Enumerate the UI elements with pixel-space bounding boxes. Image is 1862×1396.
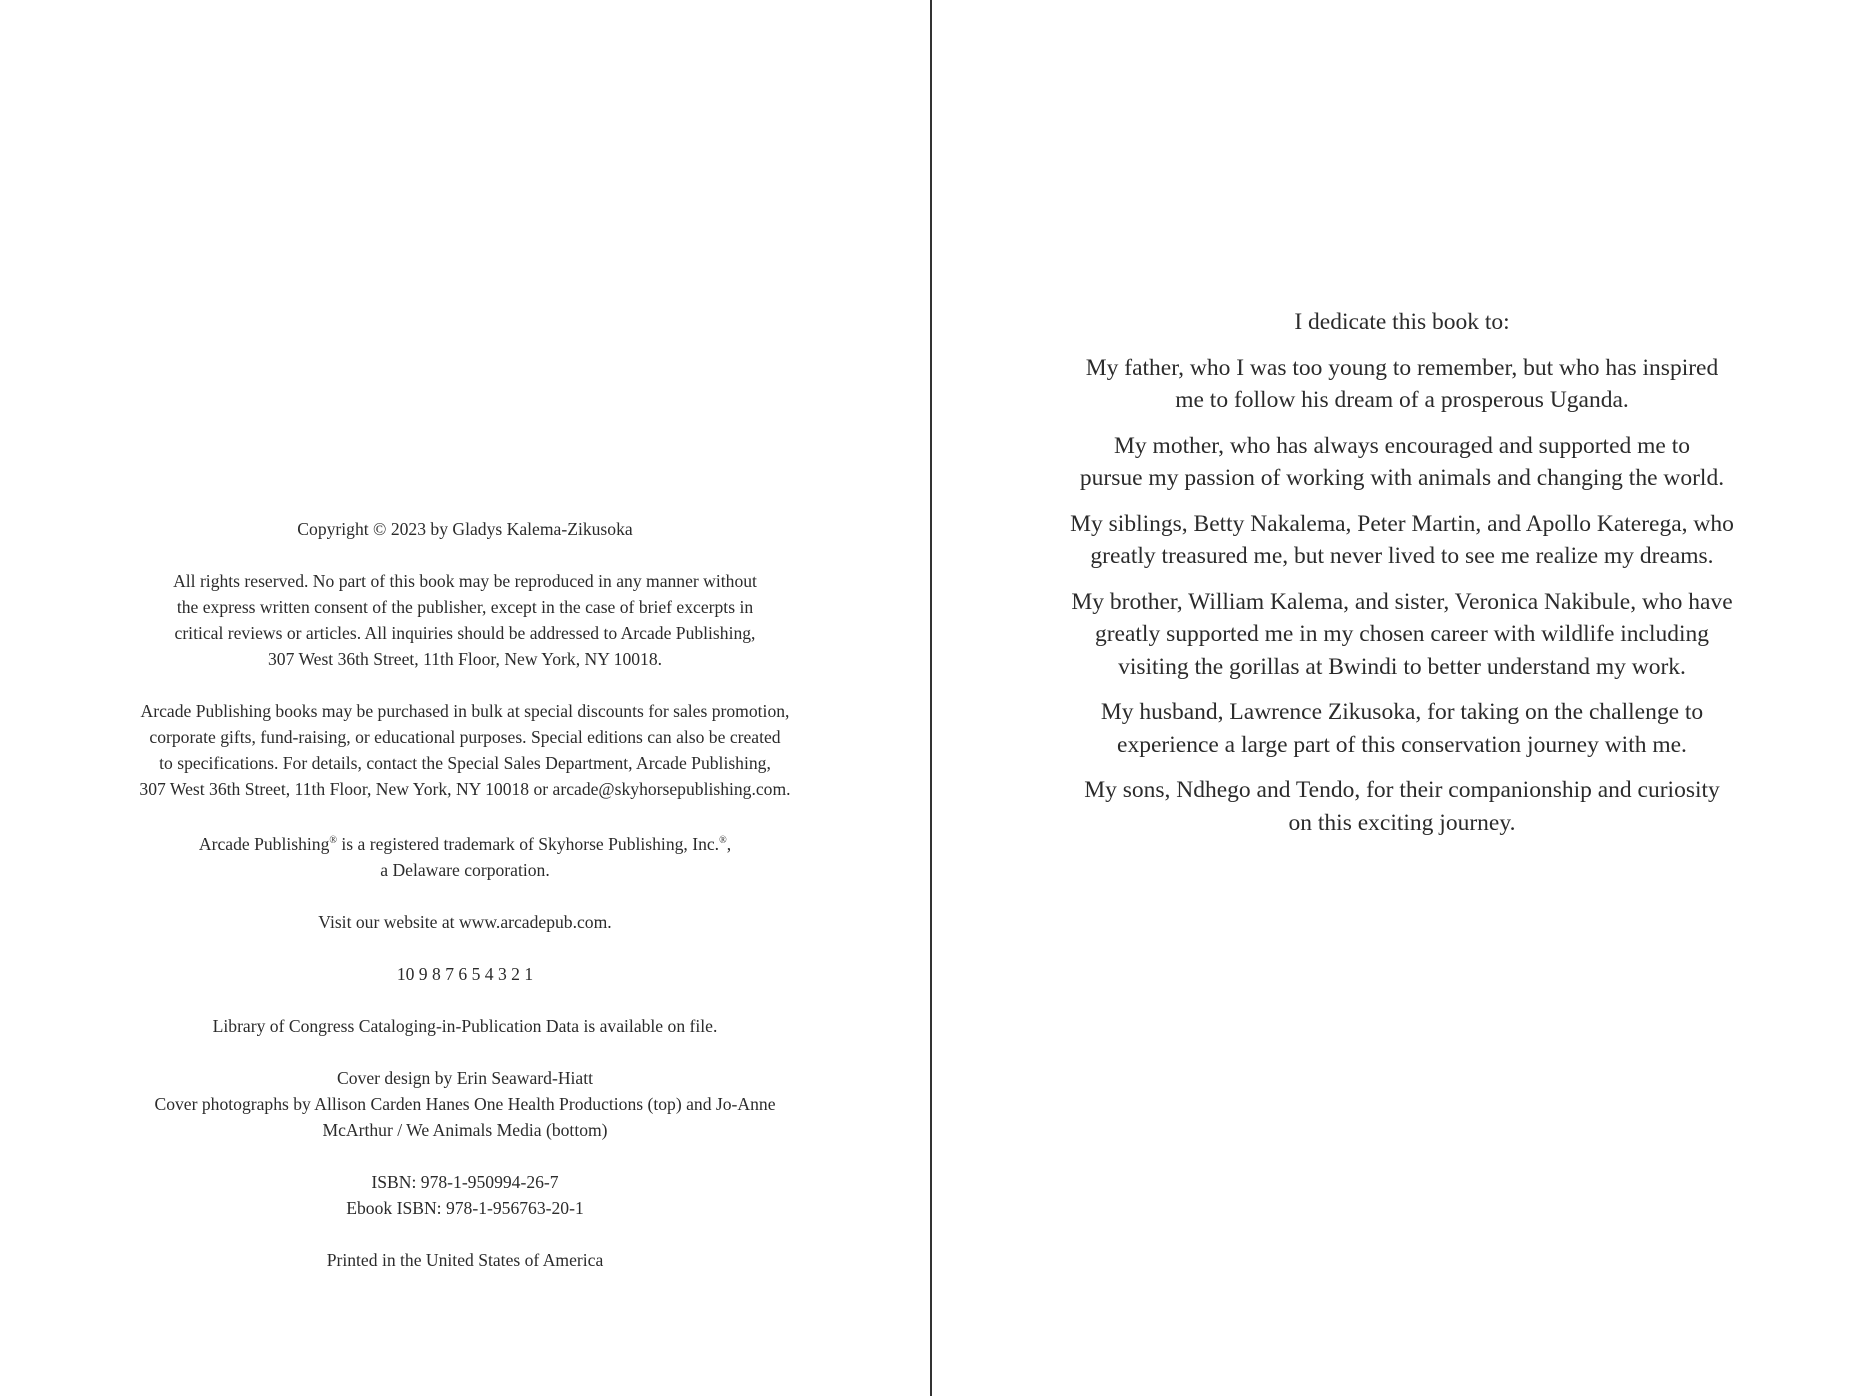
cip-line: Library of Congress Cataloging-in-Publication Data is available on file. — [212, 1015, 718, 1036]
dedication-block — [1027, 306, 1777, 852]
trademark-line — [100, 828, 830, 857]
dedication-heading-text: I dedicate this book to: — [1294, 309, 1510, 335]
dedication-line: My brother, William Kalema, and sister, Veronica Nakibule, who have — [1071, 588, 1733, 615]
credits-line: Cover photographs by Allison Carden Hanes One Health Productions (top) and Jo-Anne — [154, 1093, 776, 1114]
rights-line: 307 West 36th Street, 11th Floor, New York, NY 10018. — [267, 649, 663, 669]
trademark-notice — [100, 828, 830, 883]
bulk-sales-notice — [100, 698, 830, 802]
dedication-paragraph — [1027, 696, 1777, 761]
dedication-line: pursue my passion of working with animals and changing the world. — [1079, 465, 1725, 491]
printing-numbers: 10 9 8 7 6 5 4 3 2 1 — [396, 963, 534, 984]
sales-line: to specifications. For details, contact the Special Sales Department, Arcade Publishing, — [159, 753, 771, 773]
dedication-line: greatly treasured me, but never lived to see me realize my dreams. — [1090, 543, 1714, 569]
dedication-line: me to follow his dream of a prosperous Uganda. — [1175, 387, 1629, 413]
credits-line: McArthur / We Animals Media (bottom) — [322, 1119, 608, 1140]
cover-credits — [100, 1065, 830, 1143]
cip-notice — [100, 1013, 830, 1039]
rights-line: All rights reserved. No part of this book may be reproduced in any manner without — [173, 571, 757, 591]
dedication-paragraph — [1027, 774, 1777, 839]
copyright-notice — [100, 516, 830, 542]
registered-mark: ® — [719, 835, 727, 846]
printed-line: Printed in the United States of America — [326, 1249, 604, 1270]
dedication-paragraph — [1027, 586, 1777, 684]
isbn-line: ISBN: 978-1-950994-26-7 — [371, 1171, 559, 1192]
registered-mark: ® — [329, 835, 337, 846]
trademark-text: , — [726, 833, 732, 854]
website-line: Visit our website at www.arcadepub.com. — [318, 911, 612, 932]
dedication-line: experience a large part of this conservation journey with me. — [1117, 731, 1687, 758]
dedication-paragraph — [1027, 508, 1777, 573]
rights-line: critical reviews or articles. All inquiries should be addressed to Arcade Publishing, — [174, 623, 756, 643]
dedication-paragraph — [1027, 352, 1777, 417]
dedication-line: greatly supported me in my chosen career with wildlife including — [1094, 621, 1710, 647]
printing-line — [100, 961, 830, 987]
dedication-line: My sons, Ndhego and Tendo, for their companionship and curiosity — [1084, 777, 1720, 803]
dedication-page — [932, 0, 1862, 1396]
trademark-text: Arcade Publishing — [198, 833, 330, 854]
credits-line: Cover design by Erin Seaward-Hiatt — [336, 1067, 594, 1088]
rights-line: the express written consent of the publisher, except in the case of brief excerpts in — [176, 597, 754, 617]
rights-reserved — [100, 568, 830, 672]
dedication-line: My mother, who has always encouraged and supported me to — [1114, 432, 1690, 459]
copyright-page — [0, 0, 930, 1396]
isbn-block — [100, 1169, 830, 1221]
trademark-line-2: a Delaware corporation. — [380, 859, 550, 880]
dedication-line: on this exciting journey. — [1288, 809, 1516, 836]
ebook-isbn-line: Ebook ISBN: 978-1-956763-20-1 — [346, 1197, 584, 1218]
dedication-line: My father, who I was too young to remember, but who has inspired — [1085, 354, 1719, 381]
sales-line: corporate gifts, fund-raising, or educational purposes. Special editions can also be created — [149, 727, 781, 747]
trademark-text: is a registered trademark of Skyhorse Publishing, Inc. — [336, 833, 720, 854]
copyright-block — [100, 516, 830, 1273]
website-notice — [100, 909, 830, 935]
sales-line: 307 West 36th Street, 11th Floor, New York, NY 10018 or arcade@skyhorsepublishing.com. — [139, 779, 791, 799]
copyright-line: Copyright © 2023 by Gladys Kalema-Zikusoka — [297, 519, 633, 539]
sales-line: Arcade Publishing books may be purchased in bulk at special discounts for sales promotion, — [140, 701, 790, 721]
printed-in — [100, 1247, 830, 1273]
dedication-line: My siblings, Betty Nakalema, Peter Martin, and Apollo Kateregа, who — [1070, 510, 1734, 537]
dedication-line: visiting the gorillas at Bwindi to better understand my work. — [1118, 653, 1686, 680]
dedication-heading — [1027, 306, 1777, 339]
dedication-line: My husband, Lawrence Zikusoka, for taking on the challenge to — [1100, 699, 1704, 725]
dedication-paragraph — [1027, 430, 1777, 495]
